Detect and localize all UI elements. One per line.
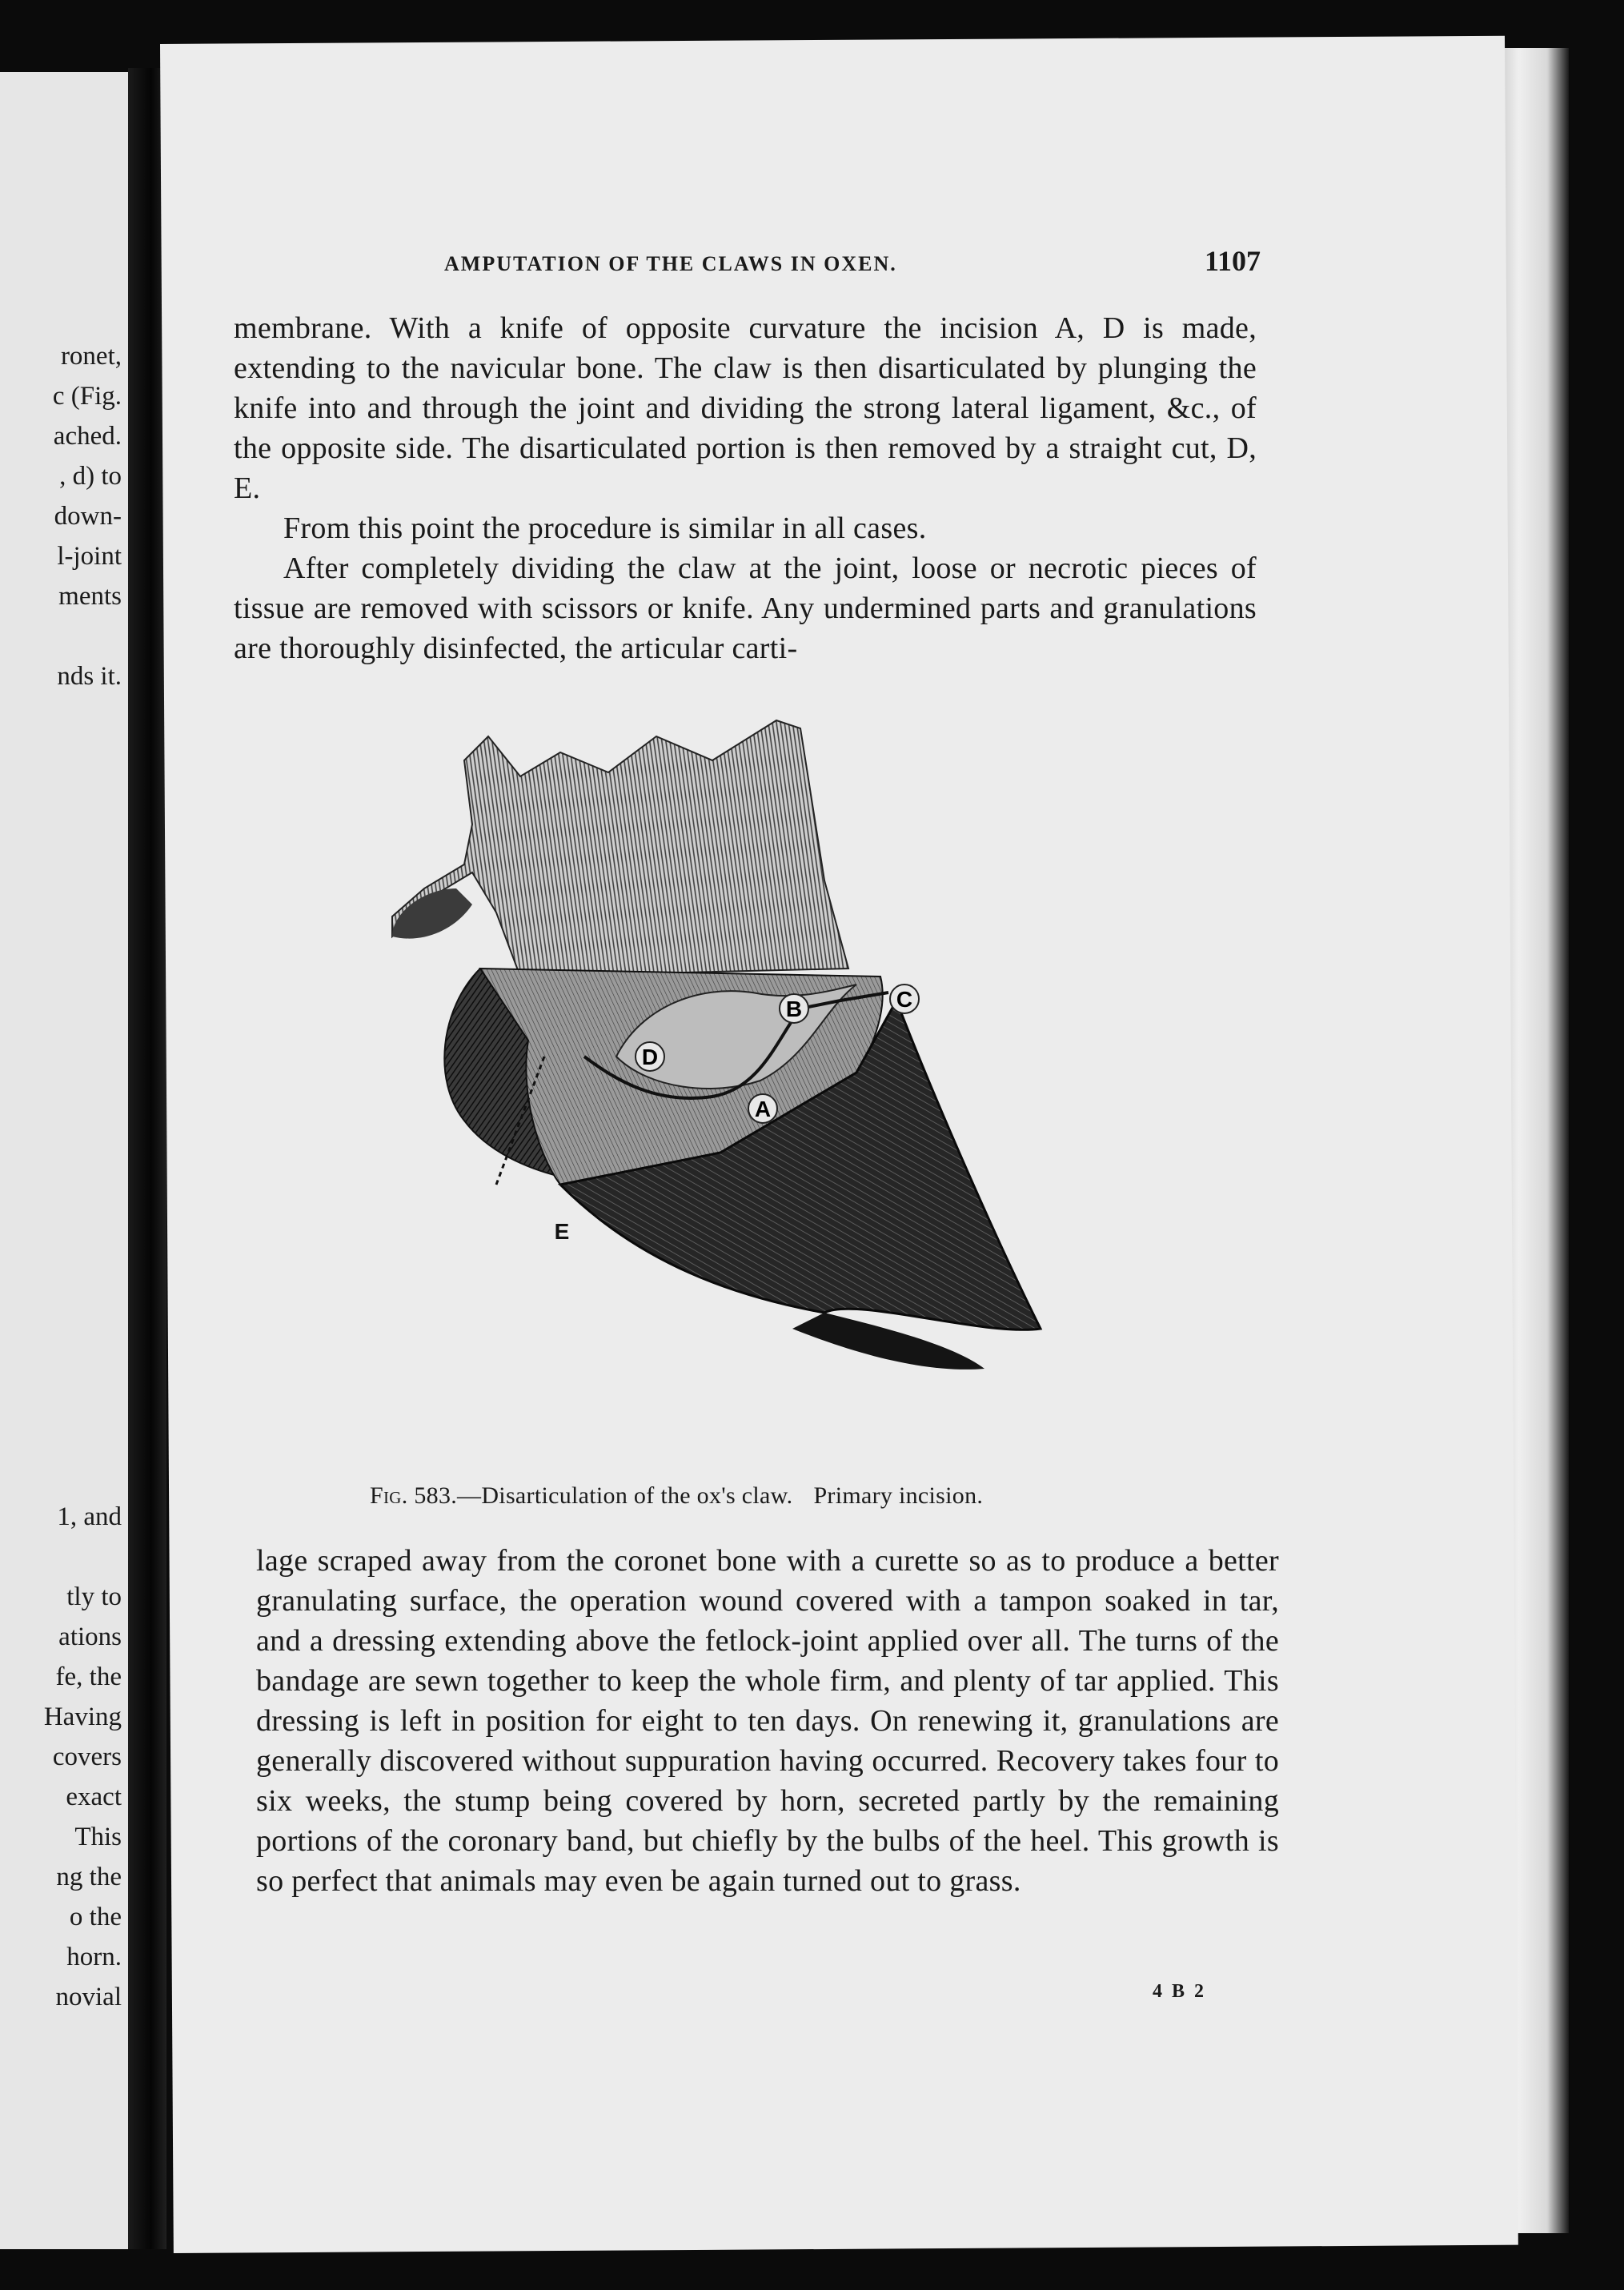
label-b: [780, 994, 808, 1023]
svg-text:B: B: [785, 997, 803, 1021]
paragraph: From this point the procedure is similar in all cases.: [283, 511, 927, 545]
ox-claw-engraving: [376, 704, 1161, 1481]
fragment-line: ations: [58, 1622, 122, 1651]
fragment-line: exact: [66, 1783, 122, 1811]
label-d: [636, 1042, 664, 1071]
previous-page-edge: [0, 72, 128, 2249]
previous-page-fragments: [44, 72, 122, 2017]
fragment-line: ached.: [53, 422, 122, 451]
fragment-line: l-joint: [57, 542, 122, 571]
fragment-line: horn.: [66, 1943, 122, 1971]
caption-figure-number: Fig. 583.: [370, 1482, 458, 1509]
fragment-line: covers: [52, 1743, 122, 1771]
figure-583-illustration: [376, 704, 1161, 1481]
svg-text:C: C: [896, 987, 913, 1012]
fragment-line: fe, the: [55, 1662, 122, 1691]
caption-subtitle: Primary incision.: [813, 1482, 984, 1509]
label-c: [890, 985, 919, 1013]
page-number: 1107: [1204, 245, 1261, 277]
label-a: [748, 1094, 777, 1123]
fragment-line: [44, 616, 122, 656]
paragraph: lage scraped away from the coronet bone with a curette so as to produce a better granulating surface, the operation wound covered with a tampon soaked in tar, and a dressing extending above the fetlock-joint applied over all. The turns of the bandage are sewn together to keep the whole firm, and plenty of tar applied. This dressing is left in position for eight to ten days. On renewing it, granulations are generally discovered without suppuration having occurred. Recovery takes four to six weeks, the stump being covered by horn, secreted partly by the remaining portions of the coronary band, but chiefly by the bulbs of the heel. This growth is so perfect that animals may even be again turned out to grass.: [256, 1544, 1279, 1898]
fragment-line: ments: [58, 582, 122, 611]
fragment-line: nds it.: [57, 662, 122, 691]
fragment-line: ng the: [56, 1863, 122, 1891]
fragment-line: novial: [55, 1983, 122, 2011]
fragment-line: down-: [54, 502, 122, 531]
paragraph: membrane. With a knife of opposite curvature the incision A, D is made, extending to the navicular bone. The claw is then disarticulated by plunging the knife into and through the joint and dividing the strong lateral ligament, &c., of the opposite side. The disarticulated portion is then removed by a straight cut, D, E.: [234, 311, 1257, 505]
caption-text: —Disarticulation of the ox's claw.: [457, 1482, 793, 1509]
paragraph: After completely dividing the claw at the joint, loose or necrotic pieces of tissue are removed with scissors or knife. Any undermined parts and granulations are thoroughly disinfected, the articular carti-: [234, 551, 1257, 665]
fragment-line: 1, and: [57, 1502, 122, 1531]
fragment-line: o the: [69, 1903, 122, 1931]
body-text-top: [234, 308, 1257, 668]
fragment-line: tly to: [66, 1582, 122, 1611]
fragment-line: c (Fig.: [52, 382, 122, 411]
fragment-line: This: [74, 1823, 122, 1851]
figure-caption: [370, 1482, 1170, 1510]
svg-text:D: D: [641, 1045, 659, 1069]
running-title: AMPUTATION OF THE CLAWS IN OXEN.: [444, 252, 897, 275]
fragment-line: ronet,: [60, 342, 122, 371]
book-gutter: [128, 68, 166, 2249]
fragment-line: Having: [43, 1702, 122, 1731]
svg-text:A: A: [754, 1097, 772, 1121]
body-text-bottom: [256, 1541, 1279, 1901]
signature-mark: 4 B 2: [1153, 1981, 1207, 2002]
label-e: E: [554, 1219, 570, 1244]
fragment-line: , d) to: [59, 462, 122, 491]
